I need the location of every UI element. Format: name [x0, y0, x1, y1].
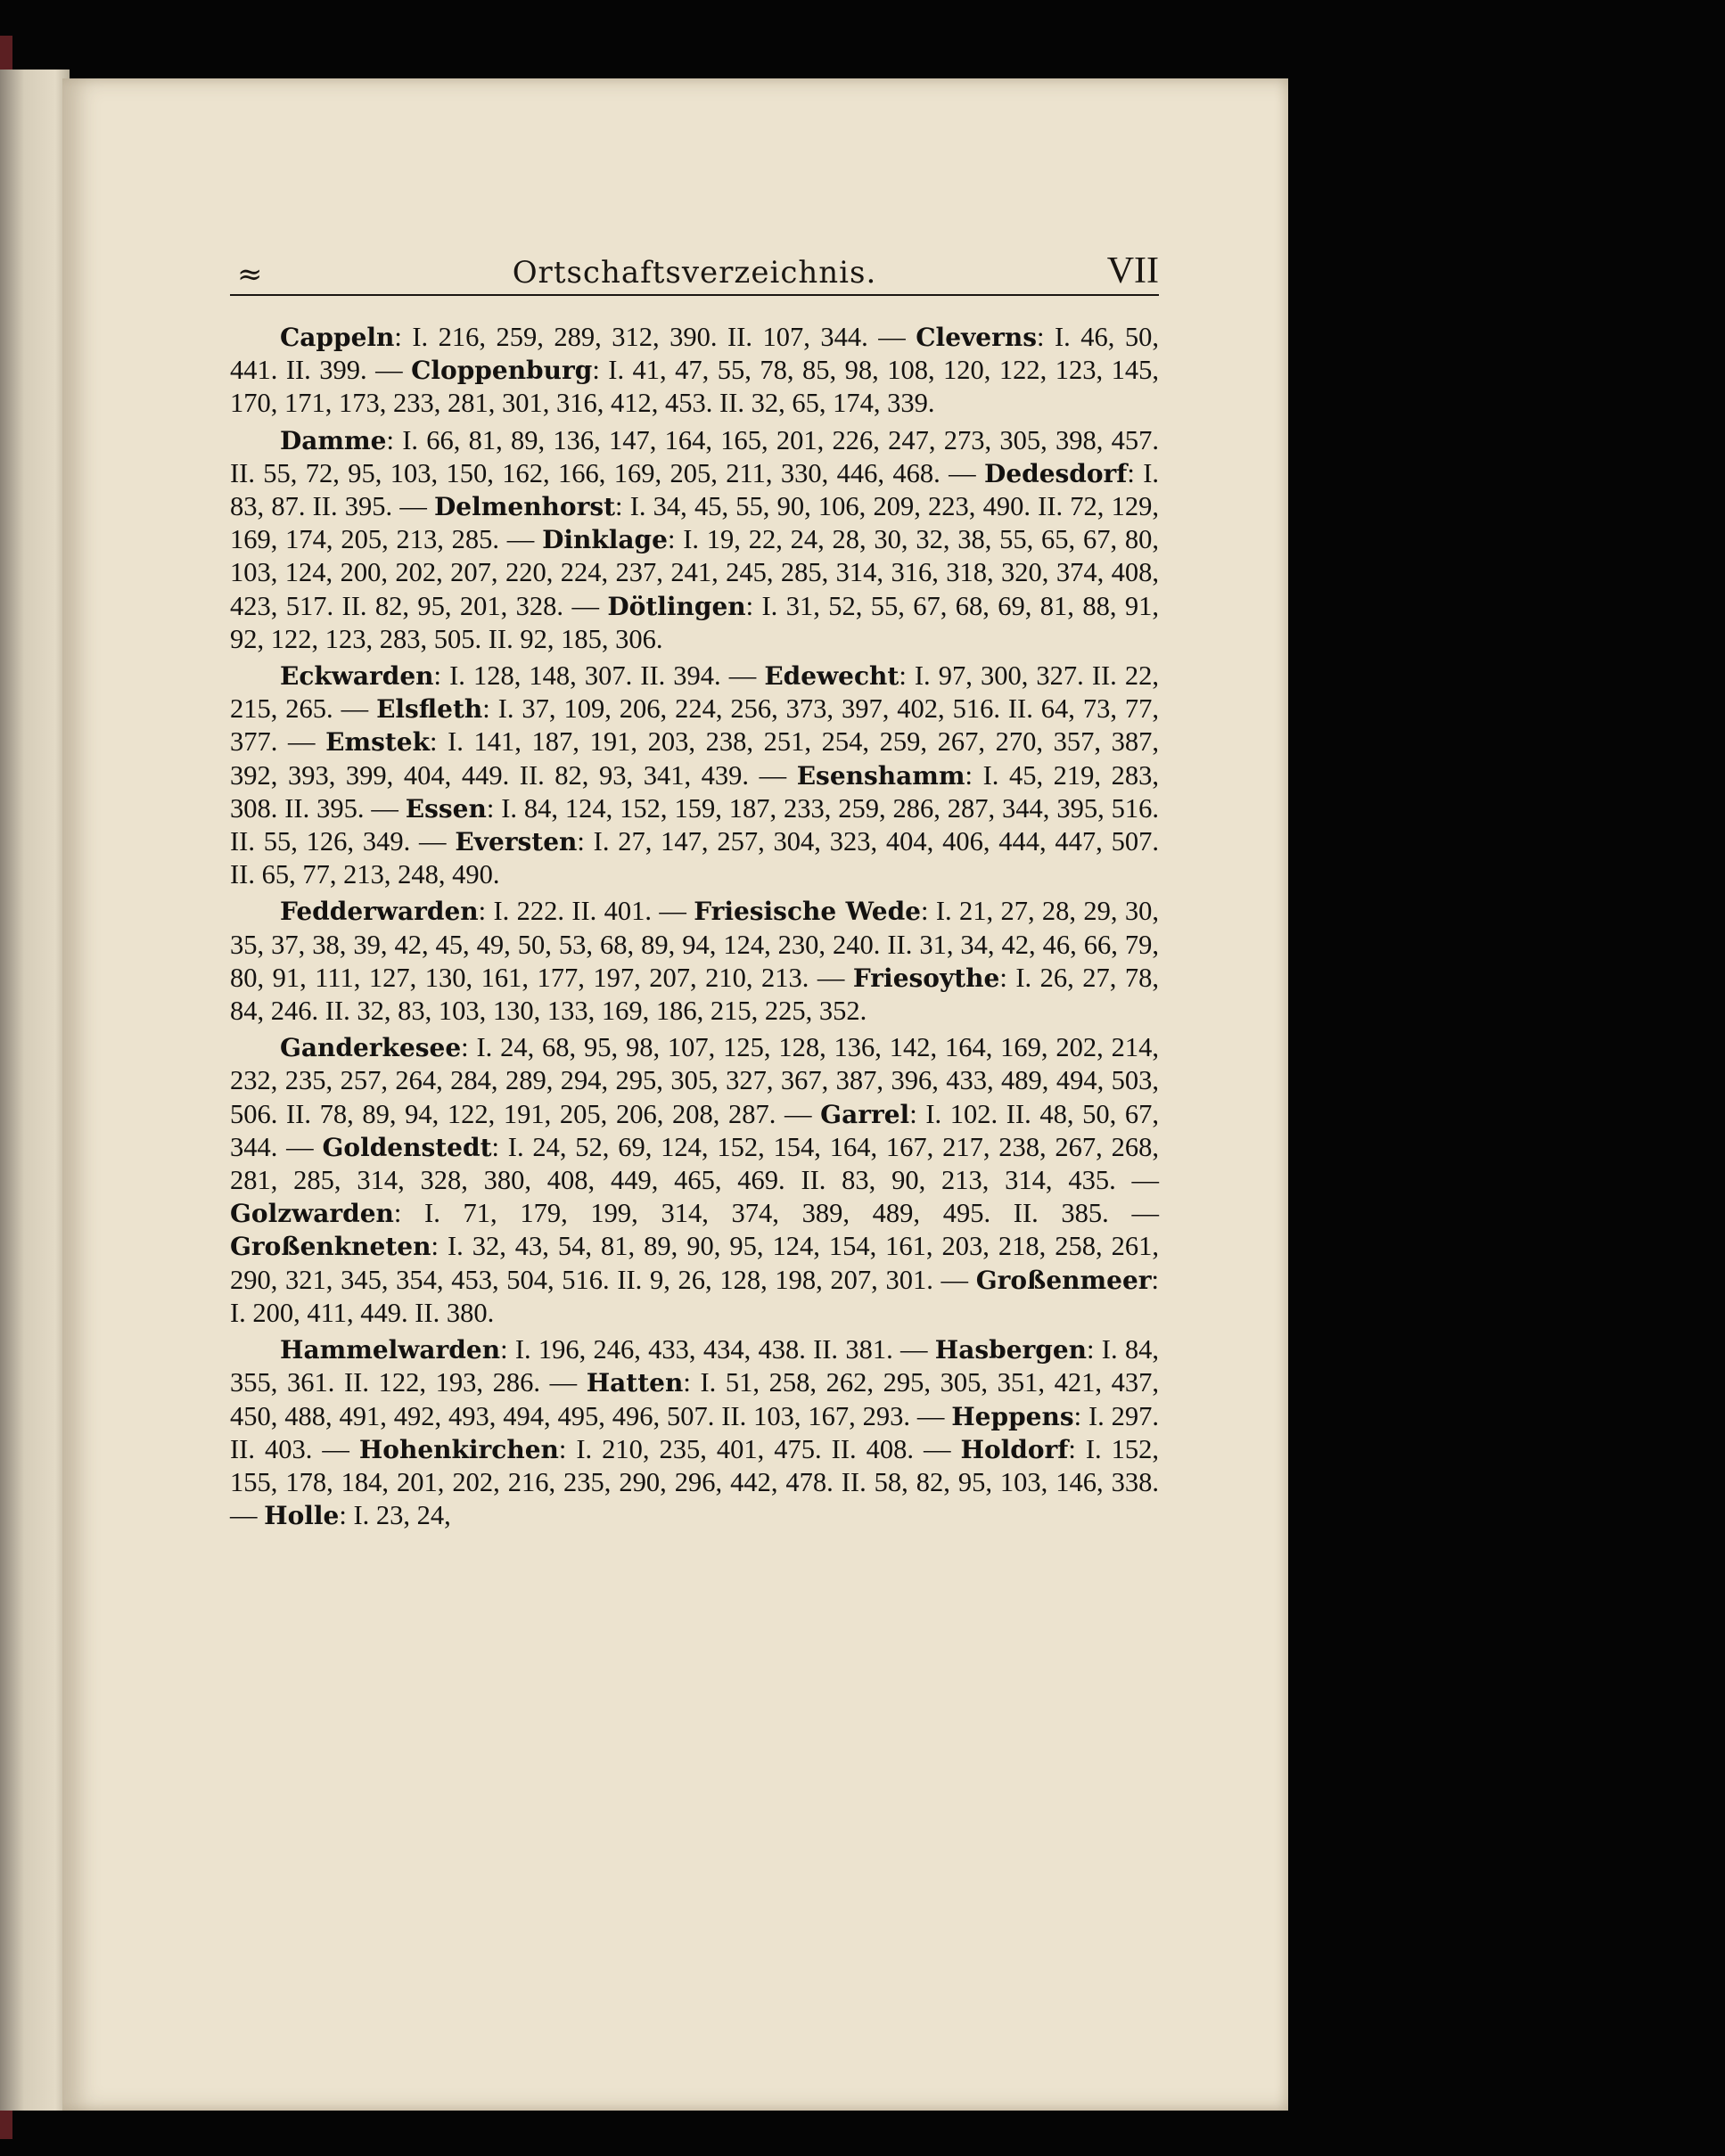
- place-name: Edewecht: [764, 661, 899, 692]
- entry-separator: —: [867, 322, 916, 352]
- colon: :: [394, 322, 413, 352]
- colon: :: [482, 693, 498, 725]
- place-name: Hasbergen: [934, 1335, 1088, 1365]
- entry-separator: —: [809, 962, 853, 993]
- colon: :: [683, 1367, 701, 1398]
- colon: :: [339, 1500, 354, 1531]
- colon: :: [1068, 1433, 1086, 1464]
- place-name: Friesische Wede: [694, 897, 922, 927]
- entry-separator: —: [366, 355, 412, 386]
- header-ornament-icon: ≈: [237, 257, 263, 292]
- page-references: I. 23, 24,: [353, 1500, 451, 1531]
- place-name: Elsfleth: [376, 694, 483, 725]
- page-references: I. 32, 43, 54, 81, 89, 90, 95, 124, 154, 161, 203, 218, 258, 261, 290, 321, 345, 354, 453, 504, 516. II. 9, 26, 128, 198, 207, 301.: [230, 1231, 1159, 1295]
- place-name: Goldenstedt: [322, 1132, 492, 1162]
- page-references: I. 37, 109, 206, 224, 256, 373, 397, 402, 516. II. 64, 73, 77, 377.: [230, 693, 1159, 758]
- page-references: I. 26, 27, 78, 84, 246. II. 32, 83, 103, 130, 133, 169, 186, 215, 225, 352.: [230, 962, 1159, 1027]
- place-name: Delmenhorst: [434, 492, 616, 522]
- colon: :: [430, 726, 448, 758]
- page-references: I. 31, 52, 55, 67, 68, 69, 81, 88, 91, 92, 122, 123, 283, 505. II. 92, 185, 306.: [230, 590, 1159, 654]
- page-references: I. 24, 68, 95, 98, 107, 125, 128, 136, 142, 164, 169, 202, 214, 232, 235, 257, 264, 284, 289, 294, 295, 305, 327, 367, 387, 396, 433, 489, 494, 503, 506. II. 78, 89, 94, 122, 191, 205, 206, 208, 287.: [230, 1032, 1159, 1129]
- place-name: Dedesdorf: [984, 458, 1128, 488]
- entry-separator: —: [277, 726, 326, 758]
- colon: :: [386, 424, 403, 455]
- place-name: Dötlingen: [607, 591, 746, 621]
- place-name: Eversten: [455, 827, 578, 857]
- place-name: Heppens: [951, 1401, 1074, 1431]
- page-references: I. 41, 47, 55, 78, 85, 98, 108, 120, 122, 123, 145, 170, 171, 173, 233, 281, 301, 316, 412, 453. II. 32, 65, 174, 339.: [230, 355, 1159, 419]
- index-paragraph: [230, 1333, 1159, 1532]
- page-references: I. 66, 81, 89, 136, 147, 164, 165, 201, 226, 247, 273, 305, 398, 457. II. 55, 72, 95, 103, 150, 162, 166, 169, 205, 211, 330, 446, 468.: [230, 424, 1159, 488]
- place-name: Friesoythe: [852, 963, 1000, 993]
- entry-separator: —: [563, 590, 608, 621]
- entry-separator: —: [1115, 1165, 1159, 1196]
- page-header: [230, 248, 1159, 296]
- entry-separator: —: [499, 524, 543, 555]
- page-references: I. 34, 45, 55, 90, 106, 209, 223, 490. II. 72, 129, 169, 174, 205, 213, 285.: [230, 491, 1159, 555]
- colon: :: [965, 759, 983, 791]
- index-entry: [359, 1434, 914, 1464]
- index-paragraph: [230, 321, 1159, 421]
- colon: :: [1151, 1264, 1159, 1295]
- entry-separator: —: [909, 1400, 952, 1431]
- page-references: I. 51, 258, 262, 295, 305, 351, 421, 437, 450, 488, 491, 492, 493, 494, 495, 496, 507. II. 103, 167, 293.: [230, 1367, 1159, 1431]
- page-references: I. 200, 411, 449. II. 380.: [230, 1297, 495, 1328]
- colon: :: [491, 1131, 508, 1162]
- index-body: [230, 321, 1159, 1536]
- colon: :: [478, 896, 494, 927]
- index-paragraph: [230, 895, 1159, 1028]
- place-name: Garrel: [820, 1099, 910, 1129]
- colon: :: [999, 962, 1016, 993]
- entry-separator: —: [651, 896, 694, 927]
- page-references: I. 222. II. 401.: [493, 896, 652, 927]
- colon: :: [500, 1334, 515, 1365]
- page-references: I. 21, 27, 28, 29, 30, 35, 37, 38, 39, 42, 45, 49, 50, 53, 68, 89, 94, 124, 230, 240. II. 31, 34, 42, 46, 66, 79, 80, 91, 111, 127, 130, 161, 177, 197, 207, 210, 213.: [230, 896, 1159, 993]
- page-references: I. 141, 187, 191, 203, 238, 251, 254, 259, 267, 270, 357, 387, 392, 393, 399, 404, 449. II. 82, 93, 341, 439.: [230, 726, 1159, 791]
- place-name: Cappeln: [280, 323, 395, 352]
- page-references: I. 196, 246, 433, 434, 438. II. 381.: [514, 1334, 893, 1365]
- page-references: I. 46, 50, 441. II. 399.: [230, 322, 1159, 386]
- index-entry: [230, 1198, 1109, 1228]
- page-references: I. 84, 124, 152, 159, 187, 233, 259, 286, 287, 344, 395, 516. II. 55, 126, 349.: [230, 792, 1159, 857]
- colon: :: [1036, 322, 1055, 352]
- colon: :: [1127, 457, 1144, 488]
- colon: :: [592, 355, 609, 386]
- page-references: I. 83, 87. II. 395.: [230, 457, 1159, 522]
- colon: :: [1073, 1400, 1088, 1431]
- place-name: Cloppenburg: [411, 356, 593, 386]
- place-name: Holle: [264, 1501, 340, 1531]
- entry-separator: —: [932, 1264, 976, 1295]
- page-references: I. 97, 300, 327. II. 22, 215, 265.: [230, 660, 1159, 725]
- place-name: Essen: [405, 793, 487, 824]
- colon: :: [921, 896, 936, 927]
- place-name: Ganderkesee: [280, 1033, 462, 1063]
- colon: :: [558, 1433, 577, 1464]
- colon: :: [577, 826, 594, 857]
- place-name: Eckwarden: [280, 661, 434, 692]
- entry-separator: —: [392, 491, 435, 522]
- place-name: Holdorf: [960, 1434, 1069, 1464]
- index-paragraph: [230, 424, 1159, 656]
- entry-separator: —: [539, 1367, 587, 1398]
- place-name: Cleverns: [916, 323, 1037, 352]
- colon: :: [667, 524, 684, 555]
- colon: :: [615, 491, 630, 522]
- colon: :: [1087, 1334, 1102, 1365]
- left-page-edge: [0, 70, 70, 2111]
- colon: :: [745, 590, 762, 621]
- colon: :: [393, 1198, 425, 1229]
- colon: :: [433, 660, 450, 692]
- index-entry: [280, 660, 721, 691]
- index-entry: [280, 322, 868, 352]
- entry-separator: —: [410, 826, 456, 857]
- page-references: I. 24, 52, 69, 124, 152, 154, 164, 167, 217, 238, 267, 268, 281, 285, 314, 328, 380, 408, 449, 465, 469. II. 83, 90, 213, 314, 435.: [230, 1131, 1159, 1196]
- page-references: I. 216, 259, 289, 312, 390. II. 107, 344.: [412, 322, 868, 352]
- place-name: Emstek: [325, 727, 431, 758]
- place-name: Großenmeer: [975, 1265, 1152, 1295]
- place-name: Damme: [280, 425, 387, 455]
- place-name: Esenshamm: [796, 760, 965, 791]
- entry-separator: —: [749, 759, 797, 791]
- colon: :: [899, 660, 915, 692]
- page-references: I. 45, 219, 283, 308. II. 395.: [230, 759, 1159, 824]
- entry-separator: —: [1108, 1198, 1159, 1229]
- page-references: I. 19, 22, 24, 28, 30, 32, 38, 55, 65, 67, 80, 103, 124, 200, 202, 207, 220, 224, 237, 241, 245, 285, 314, 316, 318, 320, 374, 408, 423, 517. II. 82, 95, 201, 328.: [230, 524, 1159, 621]
- place-name: Hammelwarden: [280, 1335, 501, 1365]
- place-name: Hohenkirchen: [358, 1434, 559, 1464]
- index-paragraph: [230, 660, 1159, 891]
- page-references: I. 210, 235, 401, 475. II. 408.: [576, 1433, 914, 1464]
- place-name: Dinklage: [542, 525, 668, 555]
- page-number: VII: [1106, 250, 1159, 291]
- index-entry: [230, 1132, 1159, 1195]
- page-references: I. 297. II. 403.: [230, 1400, 1159, 1464]
- colon: :: [431, 1231, 448, 1262]
- page-references: I. 84, 355, 361. II. 122, 193, 286.: [230, 1334, 1159, 1398]
- entry-separator: —: [364, 792, 406, 824]
- place-name: Fedderwarden: [280, 897, 479, 927]
- index-entry: [280, 896, 652, 926]
- page-references: I. 71, 179, 199, 314, 374, 389, 489, 495. II. 385.: [424, 1198, 1109, 1229]
- entry-separator: —: [720, 660, 765, 692]
- page-references: I. 152, 155, 178, 184, 201, 202, 216, 235, 290, 296, 442, 478. II. 58, 82, 95, 103, 146, 338.: [230, 1433, 1159, 1497]
- place-name: Golzwarden: [230, 1199, 394, 1229]
- entry-separator: —: [312, 1433, 359, 1464]
- entry-separator: —: [940, 457, 985, 488]
- entry-separator: —: [230, 1500, 265, 1531]
- place-name: Hatten: [586, 1368, 684, 1398]
- entry-separator: —: [913, 1433, 961, 1464]
- page-title: Ortschaftsverzeichnis.: [512, 255, 877, 291]
- index-entry: [280, 1334, 893, 1365]
- entry-separator: —: [277, 1131, 323, 1162]
- colon: :: [461, 1032, 477, 1063]
- page-references: I. 27, 147, 257, 304, 323, 404, 406, 444, 447, 507. II. 65, 77, 213, 248, 490.: [230, 826, 1159, 890]
- page-references: I. 128, 148, 307. II. 394.: [449, 660, 721, 692]
- entry-separator: —: [776, 1098, 821, 1129]
- colon: :: [486, 792, 502, 824]
- place-name: Großenkneten: [230, 1232, 431, 1262]
- entry-separator: —: [333, 693, 377, 725]
- entry-separator: —: [892, 1334, 935, 1365]
- index-entry: [264, 1500, 451, 1530]
- index-paragraph: [230, 1031, 1159, 1330]
- colon: :: [909, 1098, 926, 1129]
- page-references: I. 102. II. 48, 50, 67, 344.: [230, 1098, 1159, 1162]
